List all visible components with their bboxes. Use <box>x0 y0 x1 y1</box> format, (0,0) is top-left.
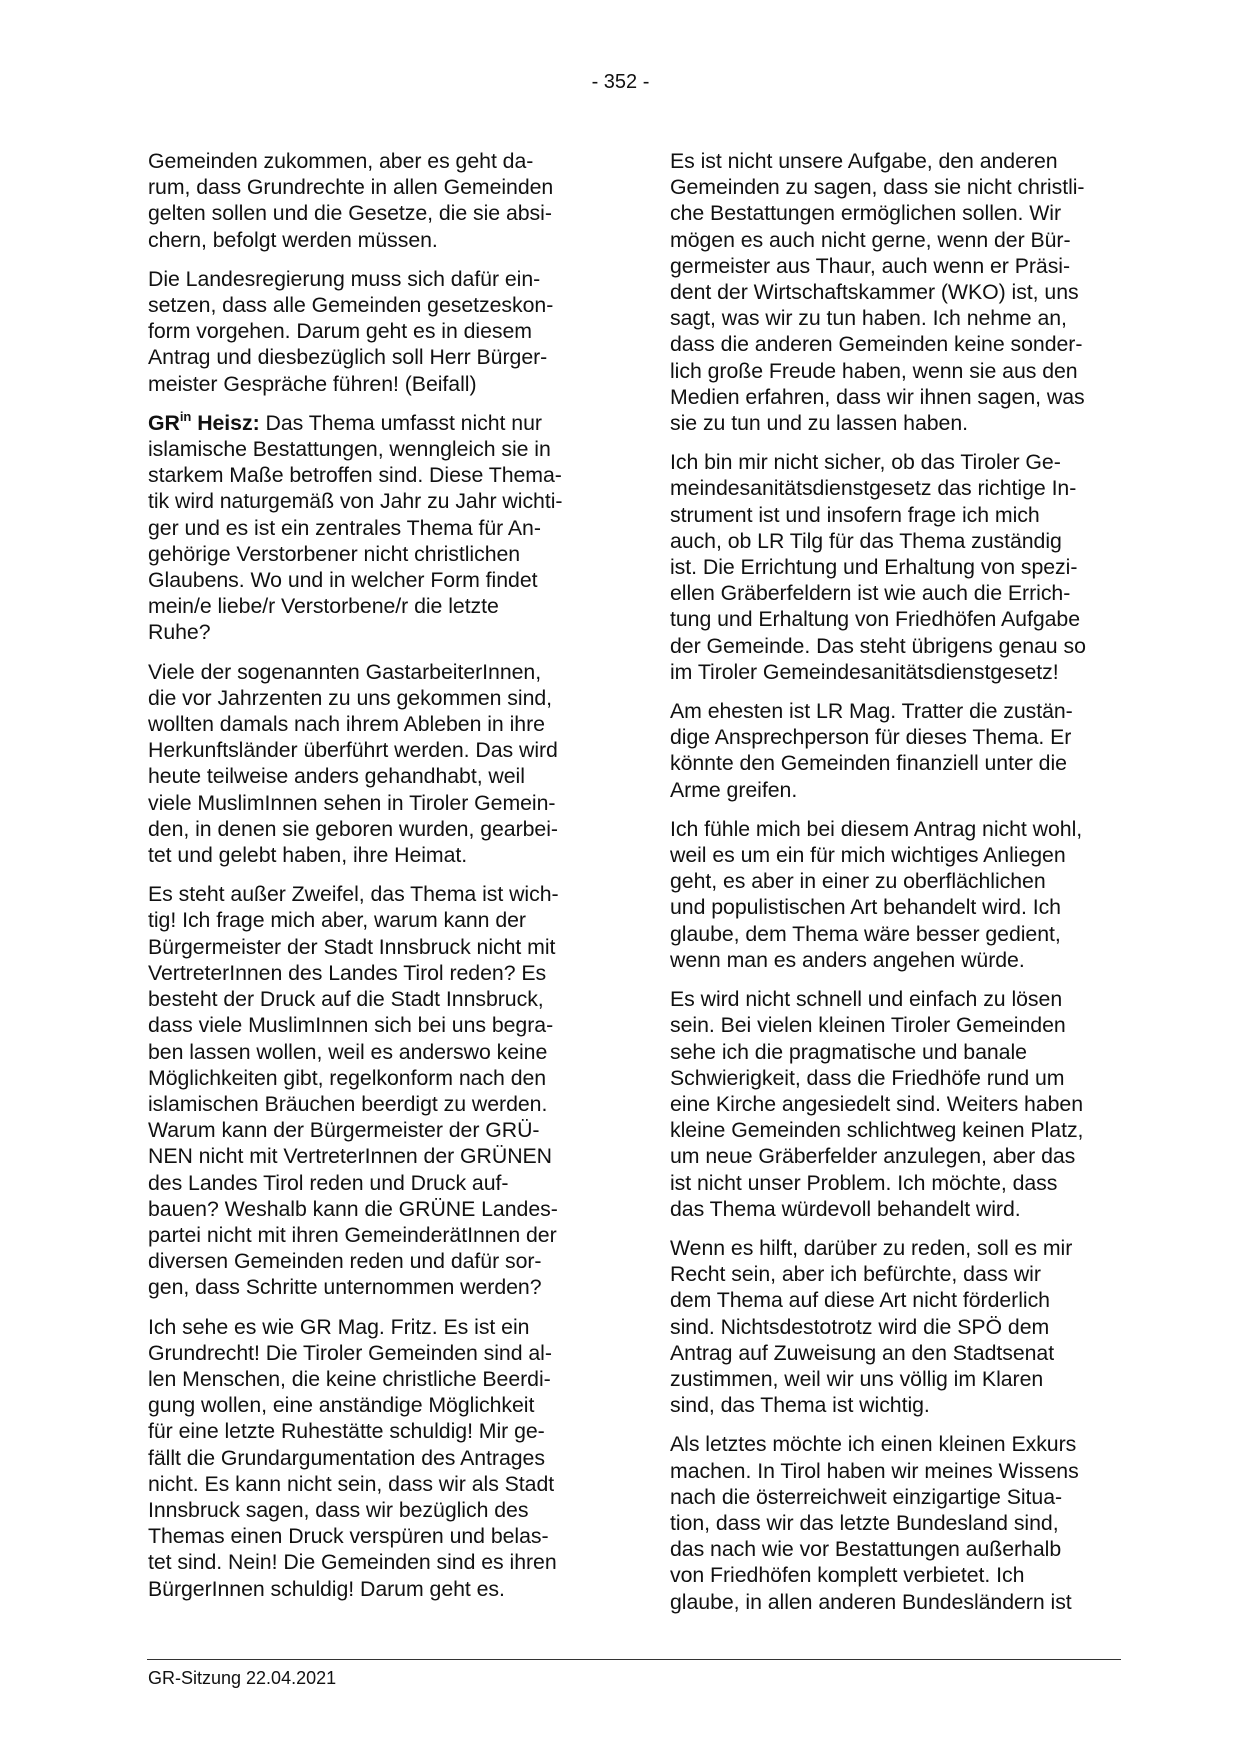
paragraph: Am ehesten ist LR Mag. Tratter die zustän- dige Ansprechperson für dieses Thema. Er könnte den Gemeinden finanziell unter die Arme greifen. <box>670 699 1073 802</box>
paragraph: Es wird nicht schnell und einfach zu lösen sein. Bei vielen kleinen Tiroler Gemeinden sehe ich die pragmatische und banale Schwierigkeit, dass die Friedhöfe rund um eine Kirche angesiedelt sind. Weiters haben kleine Gemeinden schlichtweg keinen Platz, um neue Gräberfelder anzulegen, aber das ist nicht unser Problem. Ich möchte, dass das Thema würdevoll behandelt wird. <box>670 987 1084 1221</box>
paragraph: Als letztes möchte ich einen kleinen Exkurs machen. In Tirol haben wir meines Wissens nach die österreichweit einzigartige Situa- tion, dass wir das letzte Bundesland sind, das nach wie vor Bestattungen außerhalb von Friedhöfen komplett verbietet. Ich glaube, in allen anderen Bundesländern ist <box>670 1432 1079 1614</box>
speaker-title-superscript: in <box>179 408 192 424</box>
right-column <box>670 148 1122 1628</box>
footer-divider <box>147 1659 1121 1660</box>
footer-session-label: GR-Sitzung 22.04.2021 <box>148 1668 337 1688</box>
speaker-text: Das Thema umfasst nicht nur islamische Bestattungen, wenngleich sie in starkem Maße betroffen sind. Diese Thema- tik wird naturgemäß von Jahr zu Jahr wichti- ger und es ist ein zentrales Thema für An- gehörige Verstorbener nicht christlichen Glaubens. Wo und in welcher Form findet mein/e liebe/r Verstorbene/r die letzte Ruhe? <box>148 410 563 645</box>
paragraph: Ich bin mir nicht sicher, ob das Tiroler Ge- meindesanitätsdienstgesetz das richtige In- strument ist und insofern frage ich mich auch, ob LR Tilg für das Thema zuständig ist. Die Errichtung und Erhaltung von spezi- ellen Gräberfeldern ist wie auch die Errich- tung und Erhaltung von Friedhöfen Aufgabe der Gemeinde. Das steht übrigens genau so im Tiroler Gemeindesanitätsdienstgesetz! <box>670 450 1086 684</box>
speaker-name: Heisz: <box>197 410 260 435</box>
speaker-paragraph <box>148 410 600 646</box>
paragraph: Ich fühle mich bei diesem Antrag nicht wohl, weil es um ein für mich wichtiges Anliegen geht, es aber in einer zu oberflächlichen und populistischen Art behandelt wird. Ich glaube, dem Thema wäre besser gedient, wenn man es anders angehen würde. <box>670 816 1083 972</box>
paragraph: Es ist nicht unsere Aufgabe, den anderen Gemeinden zu sagen, dass sie nicht christli- che Bestattungen ermöglichen sollen. Wir mögen es auch nicht gerne, wenn der Bür- germeister aus Thaur, auch wenn er Präsi- dent der Wirtschaftskammer (WKO) ist, uns sagt, was wir zu tun haben. Ich nehme an, dass die anderen Gemeinden keine sonder- lich große Freude haben, wenn sie aus den Medien erfahren, dass wir ihnen sagen, was sie zu tun und zu lassen haben. <box>670 149 1085 436</box>
paragraph: Viele der sogenannten GastarbeiterInnen, die vor Jahrzenten zu uns gekommen sind, wollten damals nach ihrem Ableben in ihre Herkunftsländer überführt werden. Das wird heute teilweise anders gehandhabt, weil viele MuslimInnen sehen in Tiroler Gemein- den, in denen sie geboren wurden, gearbei- tet und gelebt haben, ihre Heimat. <box>148 659 558 868</box>
paragraph: Es steht außer Zweifel, das Thema ist wich- tig! Ich frage mich aber, warum kann der Bürgermeister der Stadt Innsbruck nicht mit VertreterInnen des Landes Tirol reden? Es besteht der Druck auf die Stadt Innsbruck, dass viele MuslimInnen sich bei uns begra- ben lassen wollen, weil es anderswo keine Möglichkeiten gibt, regelkonform nach den islamischen Bräuchen beerdigt zu werden. Warum kann der Bürgermeister der GRÜ- NEN nicht mit VertreterInnen der GRÜNEN des Landes Tirol reden und Druck auf- bauen? Weshalb kann die GRÜNE Landes- partei nicht mit ihren GemeinderätInnen der diversen Gemeinden reden und dafür sor- gen, dass Schritte unternommen werden? <box>148 882 559 1300</box>
paragraph: Gemeinden zukommen, aber es geht da- rum, dass Grundrechte in allen Gemeinden gelten sollen und die Gesetze, die sie absi- chern, befolgt werden müssen. <box>148 149 554 252</box>
left-column <box>148 148 600 1615</box>
page-number: - 352 - <box>591 71 650 93</box>
paragraph: Ich sehe es wie GR Mag. Fritz. Es ist ein Grundrecht! Die Tiroler Gemeinden sind al- len Menschen, die keine christliche Beerdi- gung wollen, eine anständige Möglichkeit für eine letzte Ruhestätte schuldig! Mir ge- fällt die Grundargumentation des Antrages nicht. Es kann nicht sein, dass wir als Stadt Innsbruck sagen, dass wir bezüglich des Themas einen Druck verspüren und belas- tet sind. Nein! Die Gemeinden sind es ihren BürgerInnen schuldig! Darum geht es. <box>148 1314 557 1601</box>
speaker-title: GR <box>148 410 180 435</box>
speaker-label <box>148 408 260 435</box>
paragraph: Die Landesregierung muss sich dafür ein- setzen, dass alle Gemeinden gesetzeskon- form vorgehen. Darum geht es in diesem Antrag und diesbezüglich soll Herr Bürger- meister Gespräche führen! (Beifall) <box>148 266 554 396</box>
paragraph: Wenn es hilft, darüber zu reden, soll es mir Recht sein, aber ich befürchte, dass wir dem Thema auf diese Art nicht förderlich sind. Nichtsdestotrotz wird die SPÖ dem Antrag auf Zuweisung an den Stadtsenat zustimmen, weil wir uns völlig im Klaren sind, das Thema ist wichtig. <box>670 1235 1073 1418</box>
